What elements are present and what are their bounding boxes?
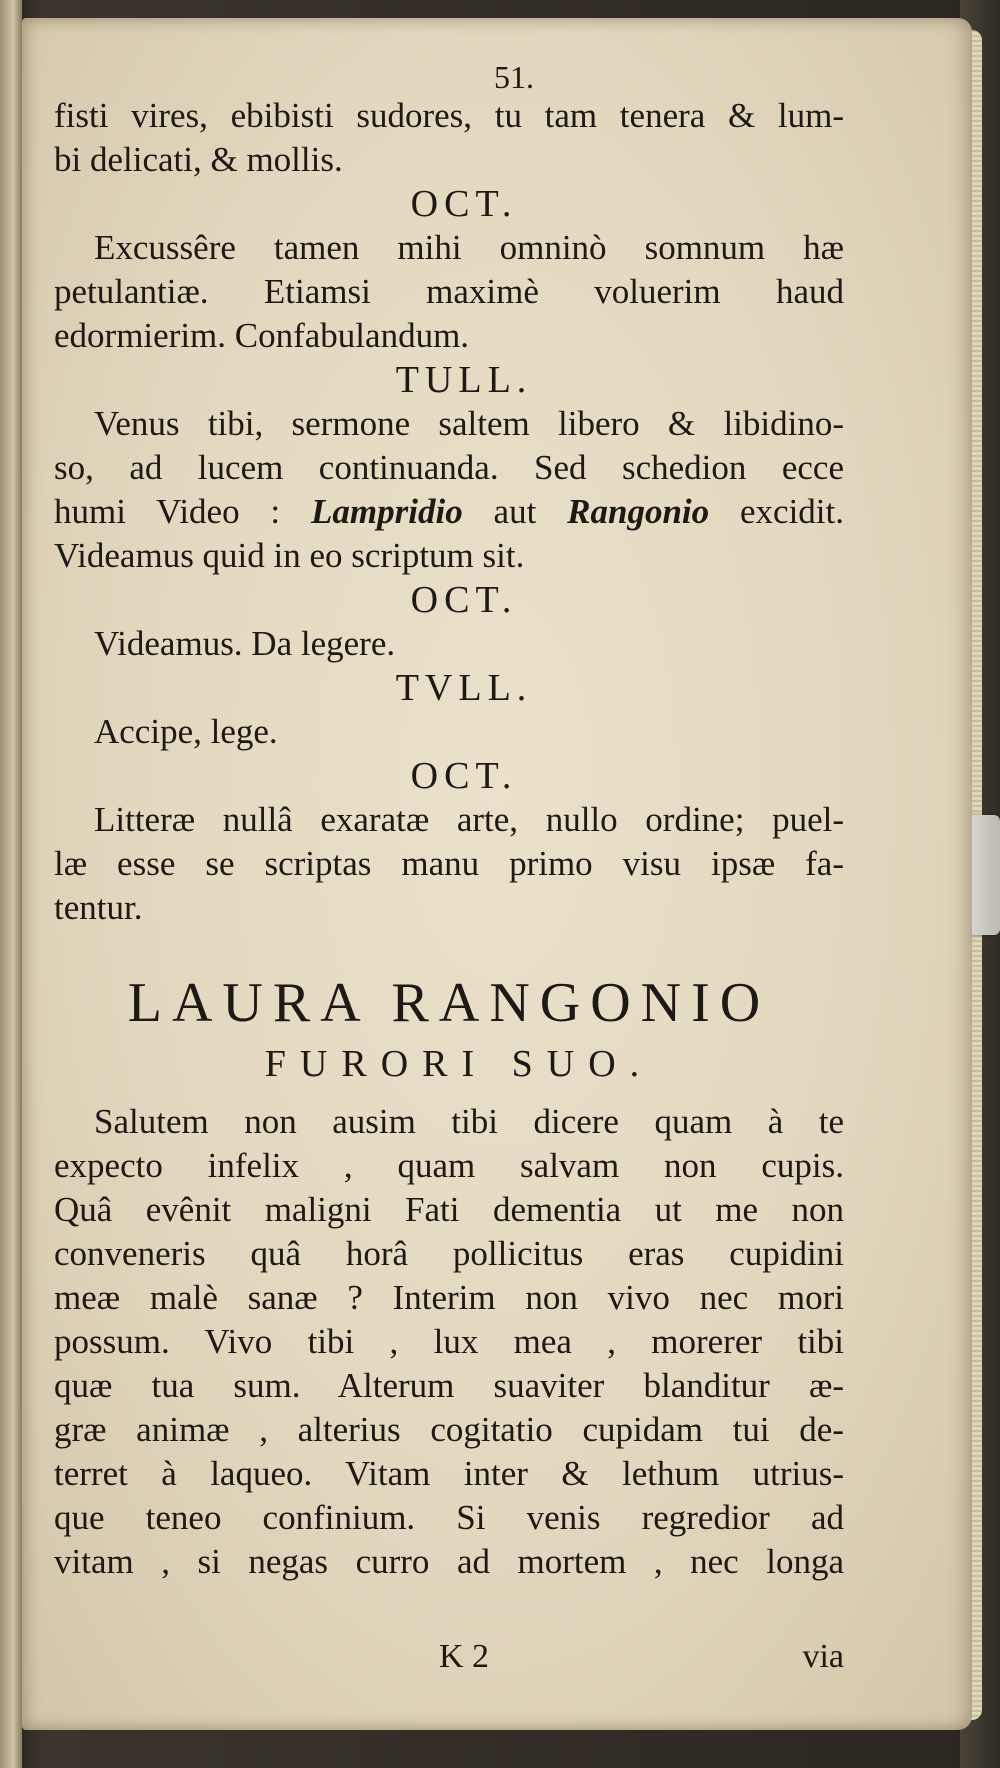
text-line: Litteræ nullâ exaratæ arte, nullo ordine; puel- bbox=[94, 800, 844, 839]
dialogue-paragraph bbox=[54, 710, 844, 754]
speaker-heading: OCT. bbox=[410, 755, 518, 797]
text-line: conveneris quâ horâ pollicitus eras cupidini bbox=[54, 1234, 844, 1273]
letter-body bbox=[54, 1100, 844, 1584]
text-line: vitam , si negas curro ad mortem , nec longa bbox=[54, 1542, 844, 1581]
catchword: via bbox=[802, 1638, 844, 1675]
facing-page-edge bbox=[0, 0, 22, 1768]
page-number: 51. bbox=[494, 59, 534, 95]
dialogue-paragraph bbox=[54, 402, 844, 578]
text-line: terret à laqueo. Vitam inter & lethum utrius- bbox=[54, 1454, 844, 1493]
text-line: meæ malè sanæ ? Interim non vivo nec mori bbox=[54, 1278, 844, 1317]
text-line bbox=[54, 490, 844, 534]
page-text-block bbox=[54, 60, 844, 1584]
text-line: Quâ evênit maligni Fati dementia ut me non bbox=[54, 1190, 844, 1229]
continued-paragraph bbox=[54, 94, 844, 182]
text-fragment: aut bbox=[462, 492, 568, 531]
text-line: fisti vires, ebibisti sudores, tu tam tenera & lum- bbox=[54, 96, 844, 135]
dialogue-paragraph bbox=[54, 798, 844, 930]
page-footer bbox=[54, 1638, 844, 1678]
text-line: expecto infelix , quam salvam non cupis. bbox=[54, 1146, 844, 1185]
text-line: so, ad lucem continuanda. Sed schedion ecce bbox=[54, 448, 844, 487]
text-line: tentur. bbox=[54, 888, 143, 927]
text-fragment: humi Video : bbox=[54, 492, 312, 531]
text-line: Videamus quid in eo scriptum sit. bbox=[54, 536, 525, 575]
text-line: Videamus. Da legere. bbox=[94, 624, 396, 663]
text-line: quæ tua sum. Alterum suaviter blanditur æ- bbox=[54, 1366, 844, 1405]
letter-title: LAURA RANGONIO bbox=[127, 972, 771, 1034]
text-line: græ animæ , alterius cogitatio cupidam tui de- bbox=[54, 1410, 844, 1449]
dialogue-paragraph bbox=[54, 622, 844, 666]
text-line: Excussêre tamen mihi omninò somnum hæ bbox=[94, 228, 844, 267]
signature-mark: K 2 bbox=[439, 1638, 490, 1675]
text-fragment: excidit. bbox=[709, 492, 844, 531]
italic-name: Lampridio bbox=[311, 492, 463, 531]
text-line: edormierim. Confabulandum. bbox=[54, 316, 470, 355]
text-line: Accipe, lege. bbox=[94, 712, 278, 751]
text-line: possum. Vivo tibi , lux mea , morerer tibi bbox=[54, 1322, 844, 1361]
book-page bbox=[22, 18, 972, 1730]
text-line: bi delicati, & mollis. bbox=[54, 140, 343, 179]
speaker-heading: TULL. bbox=[395, 359, 533, 401]
text-line: Venus tibi, sermone saltem libero & libidino- bbox=[94, 404, 844, 443]
text-line: Salutem non ausim tibi dicere quam à te bbox=[94, 1102, 844, 1141]
text-line: petulantiæ. Etiamsi maximè voluerim haud bbox=[54, 272, 844, 311]
text-line: læ esse se scriptas manu primo visu ipsæ fa- bbox=[54, 844, 844, 883]
speaker-heading: OCT. bbox=[410, 183, 518, 225]
dialogue-paragraph bbox=[54, 226, 844, 358]
letter-subtitle: FURORI SUO. bbox=[264, 1043, 654, 1085]
speaker-heading: TVLL. bbox=[395, 667, 533, 709]
text-line: que teneo confinium. Si venis regredior ad bbox=[54, 1498, 844, 1537]
italic-name: Rangonio bbox=[567, 492, 710, 531]
speaker-heading: OCT. bbox=[410, 579, 518, 621]
